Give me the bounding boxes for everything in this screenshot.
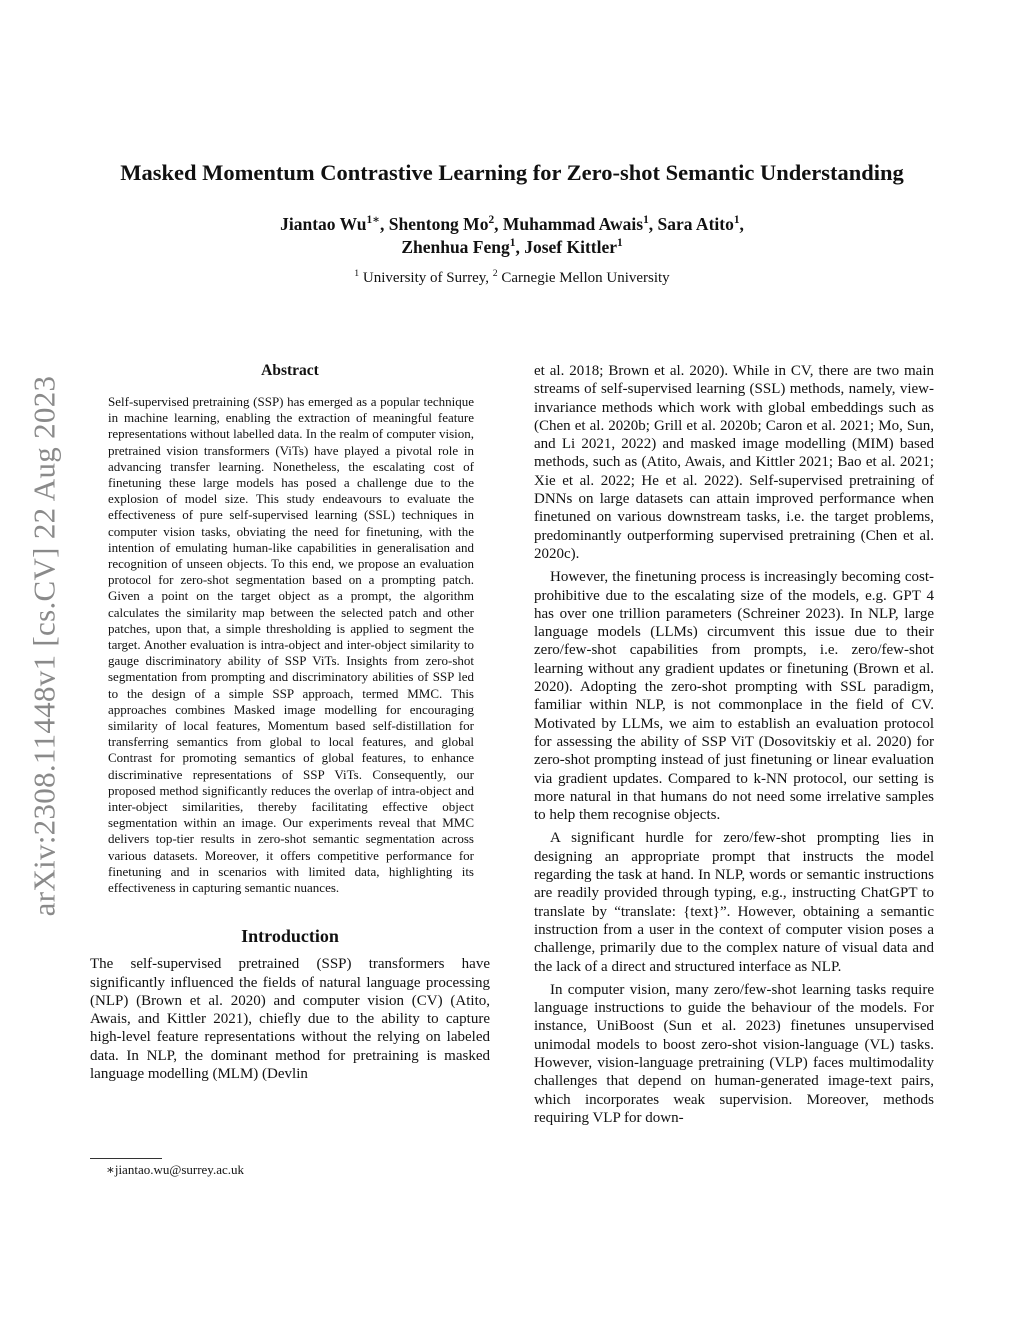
author-line-2: Zhenhua Feng$^1$, Josef Kittler$^1$ — [401, 237, 623, 257]
author-affiliation-mark: 2 — [488, 214, 495, 227]
paper-title: Masked Momentum Contrastive Learning for Zero-shot Semantic Understanding — [120, 160, 904, 185]
introduction-heading: Introduction — [241, 926, 339, 947]
footnote-email: ∗jiantao.wu@surrey.ac.uk — [106, 1162, 245, 1177]
right-column — [534, 362, 934, 1127]
left-column — [90, 362, 490, 1083]
author-name: Jiantao Wu — [280, 214, 367, 234]
body-paragraph: et al. 2018; Brown et al. 2020). While in CV, there are two main streams of self-supervised learning (SSL) methods, namely, view-invariance methods which work with global embeddings such as (Chen et al. 2020b; Grill et al. 2020b; Caron et al. 2021; Mo, Sun, and Li 2021, 2022) and masked image modelling (MIM) based methods, such as (Atito, Awais, and Kittler 2021; Bao et al. 2021; Xie et al. 2022; He et al. 2022). Self-supervised pretraining of DNNs on large datasets can attain improved performance when finetuned on various downstream tasks, i.e. the target problems, predominantly outperforming supervised pretraining (Chen et al. 2020c). — [534, 363, 934, 562]
affiliation-name: University of Surrey, — [359, 270, 493, 286]
author-affiliation-mark: 1 — [733, 214, 740, 227]
author-list — [60, 213, 964, 259]
affiliation-name: Carnegie Mellon University — [497, 270, 670, 286]
introduction-paragraph: The self-supervised pretrained (SSP) transformers have significantly influenced the fields of natural language processing (NLP) (Brown et al. 2020) and computer vision (CV) (Atito, Awais, and Kittler 2021), chiefly due to the ability to capture high-level feature representations without the relying on labeled data. In NLP, the dominant method for pretraining is masked language modelling (MLM) (Devlin — [90, 956, 490, 1083]
abstract-heading: Abstract — [261, 362, 319, 379]
author-affiliation-mark: 1∗ — [366, 214, 381, 227]
arxiv-identifier: arXiv:2308.11448v1 [cs.CV] 22 Aug 2023 — [26, 375, 61, 917]
body-paragraph: However, the finetuning process is increasingly becoming cost-prohibitive due to the escalating size of the models, e.g. GPT 4 has over one trillion parameters (Schreiner 2023). In NLP, large language models (LLMs) circumvent this issue due to their zero/few-shot capabilities from prompts, i.e. zero/few-shot learning without any gradient updates or finetuning (Brown et al. 2020). Adopting the zero-shot prompting with SSL paradigm, familiar within NLP, is not commonplace in the field of CV. Motivated by LLMs, we aim to establish an evaluation protocol for assessing the ability of SSP ViT (Dosovitskiy et al. 2020) for zero-shot prompting instead of just finetuning or linear evaluation via gradient updates. Compared to k-NN protocol, our setting is more natural in that humans do not need some irrelative samples to help them recognise objects. — [534, 569, 934, 824]
abstract-text: Self-supervised pretraining (SSP) has emerged as a popular technique in machine learning, enabling the extraction of meaningful feature representations without labelled data. In the realm of computer vision, pretrained vision transformers (ViTs) have played a pivotal role in advancing transfer learning. Nonetheless, the escalating cost of finetuning these large models has posed a challenge due to the explosion of model size. This study endeavours to evaluate the effectiveness of pure self-supervised learning (SSL) techniques in computer vision tasks, obviating the need for finetuning, with the intention of emulating human-like capabilities in generalisation and recognition of unseen objects. To this end, we propose an evaluation protocol for zero-shot segmentation based on a prompting patch. Given a point on the target object as a prompt, the algorithm calculates the similarity map between the selected patch and other patches, upon that, a simple thresholding is applied to segment the target. Another evaluation is intra-object and inter-object similarity to gauge discriminatory ability of SSP ViTs. Insights from zero-shot segmentation from prompting and discriminatory abilities of SSP led to the design of a simple SSP approach, termed MMC. This approaches combines Masked image modelling for encouraging similarity of local features, Momentum based self-distillation for transferring semantics from global to local features, and global Contrast for promoting semantics of global features, to enhance discriminative representations of SSP ViTs. Consequently, our proposed method significantly reduces the overlap of intra-object and inter-object similarities, thereby facilitating effective object segmentation within an image. Our experiments reveal that MMC delivers top-tier results in zero-shot semantic segmentation across various datasets. Moreover, it offers competitive performance for finetuning and in scenarios with limited data, highlighting its effectiveness in capturing semantic nuances. — [108, 394, 474, 896]
author-affiliation-mark: 1 — [509, 237, 516, 250]
author-name: Josef Kittler — [524, 237, 617, 257]
body-paragraph: In computer vision, many zero/few-shot learning tasks require language instructions to guide the behaviour of the models. For instance, UniBoost (Sun et al. 2023) finetunes unsupervised unimodal models to boost zero-shot vision-language (VL) tasks. However, vision-language pretraining (VLP) faces multimodality challenges that depend on human-generated image-text pairs, which incorporates weak supervision. Moreover, methods requiring VLP for down- — [534, 981, 934, 1126]
author-name: Shentong Mo — [388, 214, 489, 234]
author-line-1: Jiantao $Wu^{1∗}$, Shentong Mo$^2$, Muhammad Awais$^1$, Sara Atito$^1$, — [280, 214, 744, 234]
author-name: Zhenhua Feng — [401, 237, 510, 257]
author-name: Muhammad Awais — [502, 214, 644, 234]
footnote-divider — [90, 1158, 162, 1159]
author-affiliation-mark: 1 — [617, 237, 623, 250]
body-paragraph: A significant hurdle for zero/few-shot prompting lies in designing an appropriate prompt that instructs the model regarding the task at hand. In NLP, words or semantic instructions are readily provided through typing, e.g., instructing ChatGPT to translate by “translate: {text}”. However, obtaining a semantic instruction from a user in the context of computer vision poses a challenge, primarily due to the complex nature of visual data and the lack of a direct and structured interface as NLP. — [534, 830, 934, 975]
affiliations: $^1$ University of Surrey, $^2$ Carnegie Mellon University — [354, 268, 670, 286]
author-affiliation-mark: 1 — [643, 214, 649, 227]
author-name: Sara Atito — [657, 214, 734, 234]
